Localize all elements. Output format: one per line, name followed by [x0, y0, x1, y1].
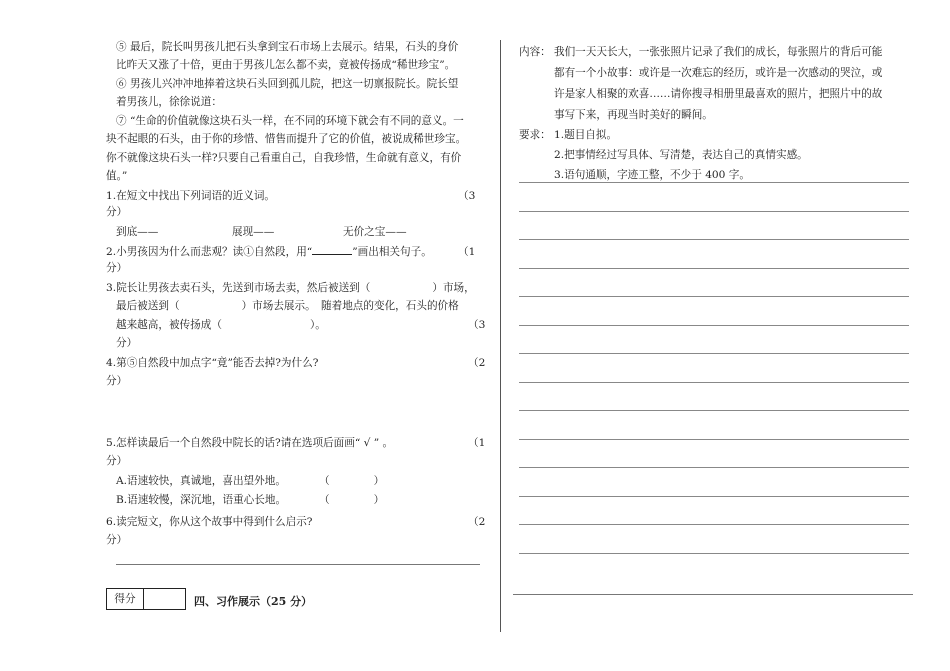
content-line: 我们一天天长大，一张张照片记录了我们的成长，每张照片的背后可能 [554, 46, 883, 58]
writing-line[interactable] [519, 239, 909, 240]
question-3-points-suffix: 分） [116, 337, 138, 349]
question-5-points-suffix: 分） [106, 455, 128, 467]
question-6: 6.读完短文，你从这个故事中得到什么启示? [106, 516, 313, 528]
question-1-points: （3 [458, 190, 476, 202]
question-3-points: （3 [468, 319, 486, 331]
passage-line: ⑤ 最后，院长叫男孩儿把石头拿到宝石市场上去展示。结果，石头的身价 [116, 41, 459, 53]
bottom-rule [513, 594, 913, 595]
option-b: B.语速较慢，深沉地，语重心长地。 [116, 494, 287, 506]
option-a: A.语速较快，真诚地，喜出望外地。 [116, 475, 286, 487]
question-2-text-b: ”画出相关句子。 [352, 246, 432, 258]
question-2-text-a: 2.小男孩因为什么而悲观？读①自然段，用“ [106, 246, 313, 258]
question-1-points-suffix: 分） [106, 206, 128, 218]
passage-line: 你不就像这块石头一样?只要自己看重自己，自我珍惜，生命就有意义，有价 [106, 152, 462, 164]
writing-line[interactable] [519, 382, 909, 383]
question-3-text-f: ）。 [309, 319, 326, 331]
question-6-points: （2 [468, 516, 486, 528]
question-4: 4.第⑤自然段中加点字“竟”能否去掉?为什么? [106, 357, 319, 369]
requirement-1: 1.题目自拟。 [554, 129, 618, 141]
writing-line[interactable] [519, 524, 909, 525]
content-line: 许是家人相聚的欢喜……请你搜寻相册里最喜欢的照片，把照片中的故 [554, 88, 883, 100]
passage-line: ⑦ “生命的价值就像这块石头一样，在不同的环境下就会有不同的意义。一 [116, 115, 464, 127]
answer-line[interactable] [116, 564, 480, 565]
score-box [106, 588, 186, 610]
question-5-points: （1 [468, 437, 486, 449]
content-label: 内容： [519, 46, 551, 58]
question-3-text-a: 3.院长让男孩去卖石头，先送到市场去卖，然后被送到（ [106, 282, 371, 294]
passage-line: ⑥ 男孩儿兴冲冲地捧着这块石头回到孤儿院，把这一切禀报院长。院长望 [116, 78, 459, 90]
writing-line[interactable] [519, 268, 909, 269]
requirement-2: 2.把事情经过写具体、写清楚，表达自己的真情实感。 [554, 149, 808, 161]
question-2-points-suffix: 分） [106, 262, 128, 274]
requirement-label: 要求： [519, 129, 551, 141]
q1-word-3: 无价之宝—— [343, 226, 407, 238]
passage-line: 块不起眼的石头，由于你的珍惜、惜售而提升了它的价值，被说成稀世珍宝。 [106, 133, 467, 145]
question-4-points-suffix: 分） [106, 375, 128, 387]
writing-line[interactable] [519, 410, 909, 411]
question-2 [106, 245, 432, 259]
writing-line[interactable] [519, 467, 909, 468]
passage-line: 着男孩儿，徐徐说道： [116, 96, 222, 108]
passage-line: 比昨天又涨了十倍，更由于男孩儿怎么都不卖，竟被传扬成“稀世珍宝”。 [116, 59, 456, 71]
writing-line[interactable] [519, 553, 909, 554]
question-3-text-b: ）市场， [432, 282, 475, 294]
q1-word-1: 到底—— [116, 226, 159, 238]
question-3-text-e: 越来越高，被传扬成（ [116, 319, 222, 331]
question-4-points: （2 [468, 357, 486, 369]
question-3-text-d: ）市场去展示。 随着地点的变化，石头的价格 [241, 300, 459, 312]
content-line: 事写下来，再现当时美好的瞬间。 [554, 109, 713, 121]
writing-line[interactable] [519, 182, 909, 183]
option-a-check-blank[interactable]: （ ） [319, 475, 385, 487]
writing-line[interactable] [519, 353, 909, 354]
question-3-line-2 [116, 299, 459, 313]
content-line: 都有一个小故事：或许是一次难忘的经历，或许是一次感动的哭泣，或 [554, 67, 883, 79]
question-3-text-c: 最后被送到（ [116, 300, 180, 312]
q1-word-2: 展现—— [232, 226, 275, 238]
requirement-3: 3.语句通顺，字迹工整，不少于 400 字。 [554, 169, 750, 181]
question-3-line-3 [116, 318, 326, 332]
score-label: 得分 [107, 589, 144, 609]
question-1: 1.在短文中找出下列词语的近义词。 [106, 190, 276, 202]
option-b-check-blank[interactable]: （ ） [319, 494, 385, 506]
writing-line[interactable] [519, 325, 909, 326]
writing-line[interactable] [519, 439, 909, 440]
question-5: 5.怎样读最后一个自然段中院长的话?请在选项后面画“ √ ” 。 [106, 437, 394, 449]
passage-line: 值。” [106, 170, 128, 182]
question-3 [106, 281, 475, 295]
question-2-points: （1 [458, 246, 476, 258]
writing-line[interactable] [519, 496, 909, 497]
question-6-points-suffix: 分） [106, 534, 128, 546]
writing-line[interactable] [519, 296, 909, 297]
section-title: 四、习作展示（25 分） [194, 595, 313, 608]
writing-line[interactable] [519, 211, 909, 212]
underline-mark [312, 245, 352, 255]
column-divider [500, 40, 501, 632]
